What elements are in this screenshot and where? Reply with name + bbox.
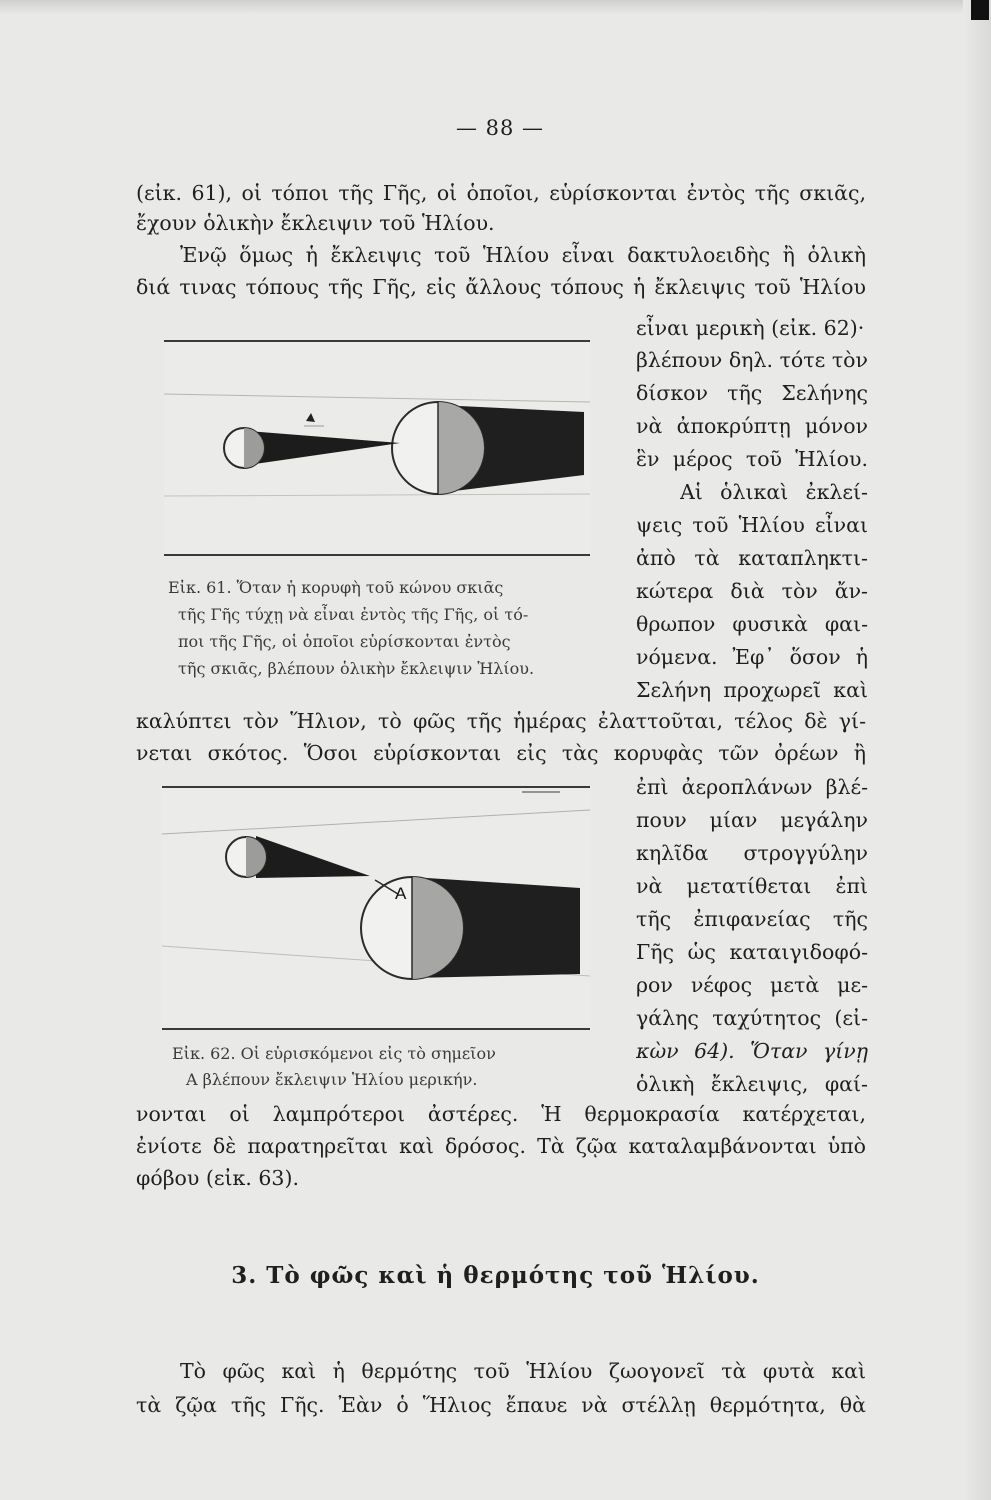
text-line: καλύπτει τὸν Ἥλιον, τὸ φῶς τῆς ἡμέρας ἐλαττοῦται, τέλος δὲ γί- bbox=[136, 709, 866, 733]
figure-61-caption: τῆς σκιᾶς, βλέπουν ὁλικὴν ἔκλειψιν Ἡλίου. bbox=[178, 659, 535, 678]
text-line: κὼν 64). Ὅταν γίνῃ bbox=[636, 1039, 868, 1063]
text-line: ὁλικὴ ἔκλειψις, φαί- bbox=[636, 1072, 868, 1096]
text-line: ἓν μέρος τοῦ Ἡλίου. bbox=[636, 447, 868, 471]
text-line: νὰ μετατίθεται ἐπὶ bbox=[636, 874, 868, 898]
text-line: ψεις τοῦ Ἡλίου εἶναι bbox=[636, 513, 868, 537]
figure-61-total-eclipse-diagram bbox=[164, 340, 590, 556]
text-line: τῆς ἐπιφανείας τῆς bbox=[636, 907, 868, 931]
scan-corner-mark bbox=[971, 0, 989, 20]
text-line: φόβου (εἰκ. 63). bbox=[136, 1166, 299, 1190]
figure-62-partial-eclipse-diagram bbox=[162, 786, 590, 1030]
text-line: τὰ ζῷα τῆς Γῆς. Ἐὰν ὁ Ἥλιος ἔπαυε νὰ στέλλῃ θερμότητα, θὰ bbox=[136, 1393, 866, 1417]
text-line: Αἱ ὁλικαὶ ἐκλεί- bbox=[680, 480, 868, 504]
text-line: βλέπουν δηλ. τότε τὸν bbox=[636, 348, 868, 372]
text-line: ἐνίοτε δὲ παρατηρεῖται καὶ δρόσος. Τὰ ζῷα καταλαμβάνονται ὑπὸ bbox=[136, 1134, 866, 1158]
text-line: πουν μίαν μεγάλην bbox=[636, 808, 868, 832]
text-line: γάλης ταχύτητος (εἰ- bbox=[636, 1006, 868, 1030]
text-line: κηλῖδα στρογγύλην bbox=[636, 841, 868, 865]
section-title: 3. Τὸ φῶς καὶ ἡ θερμότης τοῦ Ἡλίου. bbox=[231, 1262, 760, 1289]
figure-61-caption: ποι τῆς Γῆς, οἱ ὁποῖοι εὑρίσκονται ἐντὸς bbox=[178, 632, 511, 651]
text-line: νεται σκότος. Ὅσοι εὑρίσκονται εἰς τὰς κορυφὰς τῶν ὀρέων ἢ bbox=[136, 741, 866, 765]
figure-62-caption: Εἰκ. 62. Οἱ εὑρισκόμενοι εἰς τὸ σημεῖον bbox=[172, 1044, 496, 1063]
figure-62-caption: Α βλέπουν ἔκλειψιν Ἡλίου μερικήν. bbox=[186, 1070, 478, 1089]
text-line: δίσκον τῆς Σελήνης bbox=[636, 381, 868, 405]
figure-61-caption: Εἰκ. 61. Ὅταν ἡ κορυφὴ τοῦ κώνου σκιᾶς bbox=[168, 578, 504, 597]
text-line: Ἐνῷ ὅμως ἡ ἔκλειψις τοῦ Ἡλίου εἶναι δακτυλοειδὴς ἢ ὁλικὴ bbox=[180, 243, 866, 267]
text-line: ἔχουν ὁλικὴν ἔκλειψιν τοῦ Ἡλίου. bbox=[136, 211, 495, 235]
text-line: (εἰκ. 61), οἱ τόποι τῆς Γῆς, οἱ ὁποῖοι, εὑρίσκονται ἐντὸς τῆς σκιᾶς, bbox=[136, 181, 866, 205]
text-line: εἶναι μερικὴ (εἰκ. 62)· bbox=[636, 316, 865, 340]
text-line: ἐπὶ ἀεροπλάνων βλέ- bbox=[636, 775, 868, 799]
text-line: νονται οἱ λαμπρότεροι ἀστέρες. Ἡ θερμοκρασία κατέρχεται, bbox=[136, 1102, 866, 1126]
page-top-edge bbox=[0, 0, 991, 14]
text-line: θρωπον φυσικὰ φαι- bbox=[636, 612, 868, 636]
text-line: κώτερα διὰ τὸν ἄν- bbox=[636, 579, 868, 603]
text-line: ρον νέφος μετὰ με- bbox=[636, 973, 868, 997]
text-line: διά τινας τόπους τῆς Γῆς, εἰς ἄλλους τόπους ἡ ἔκλειψις τοῦ Ἡλίου bbox=[136, 275, 866, 299]
text-line: νὰ ἀποκρύπτῃ μόνον bbox=[636, 414, 868, 438]
text-line: Γῆς ὡς καταιγιδοφό- bbox=[636, 940, 868, 964]
text-line: Τὸ φῶς καὶ ἡ θερμότης τοῦ Ἡλίου ζωογονεῖ τὰ φυτὰ καὶ bbox=[180, 1359, 866, 1383]
text-line: Σελήνη προχωρεῖ καὶ bbox=[636, 678, 868, 702]
figure-61-caption: τῆς Γῆς τύχῃ νὰ εἶναι ἐντὸς τῆς Γῆς, οἱ τό- bbox=[178, 605, 529, 624]
text-line: ἀπὸ τὰ καταπληκτι- bbox=[636, 546, 868, 570]
page-number: — 88 — bbox=[455, 116, 545, 140]
figure-62-point-label: A bbox=[395, 884, 407, 903]
text-line: νόμενα. Ἐφ᾽ ὅσον ἡ bbox=[636, 645, 868, 669]
